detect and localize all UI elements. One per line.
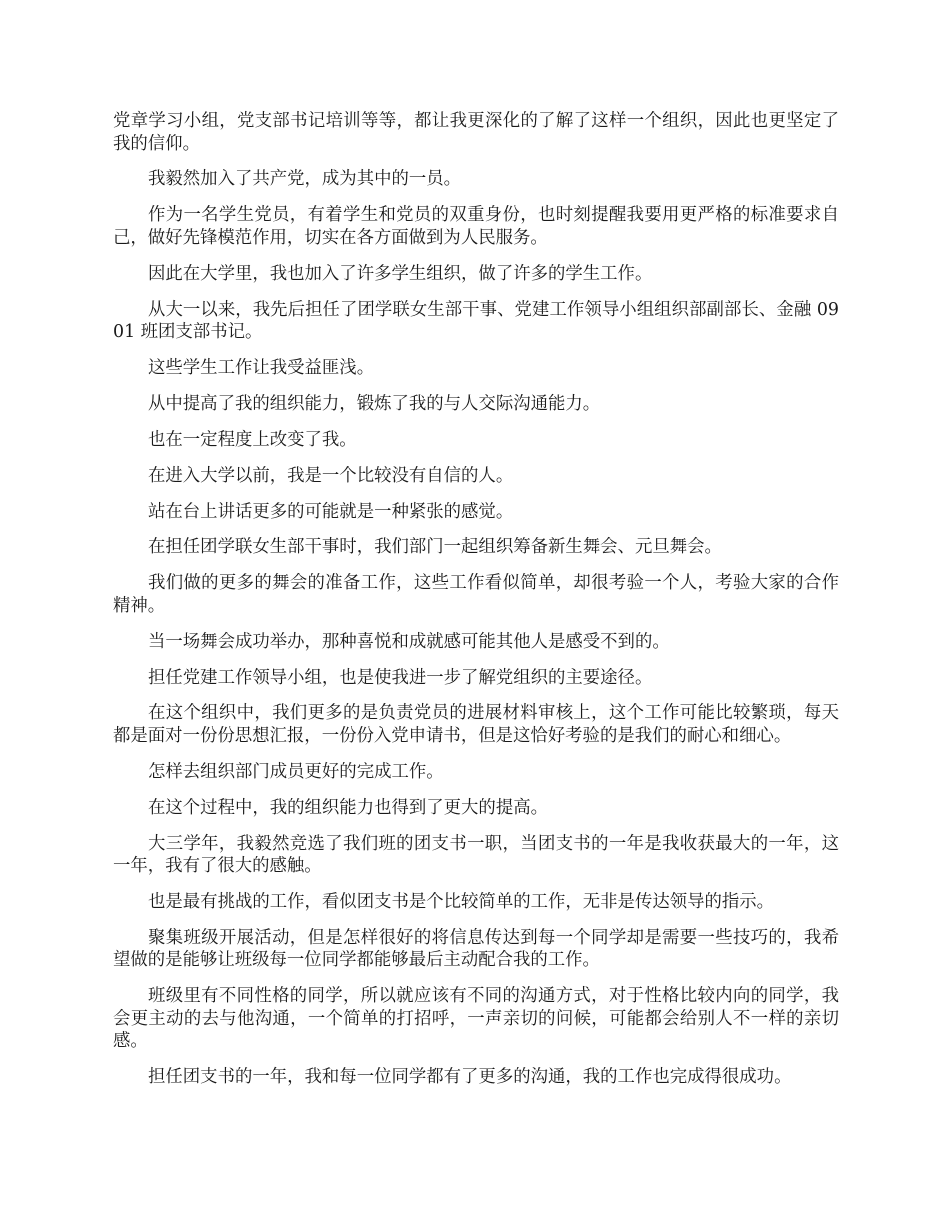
paragraph-19: 也是最有挑战的工作，看似团支书是个比较简单的工作，无非是传达领导的指示。 xyxy=(148,892,775,913)
paragraph-21: 班级里有不同性格的同学，所以就应该有不同的沟通方式，对于性格比较内向的同学，我会更主动的去与他沟通，一个简单的打招呼，一声亲切的问候，可能都会给别人不一样的亲切感。 xyxy=(113,986,839,1052)
paragraph-5: 从大一以来，我先后担任了团学联女生部干事、党建工作领导小组组织部副部长、金融 0901 班团支部书记。 xyxy=(113,299,839,343)
paragraph-4: 因此在大学里，我也加入了许多学生组织，做了许多的学生工作。 xyxy=(148,263,653,284)
paragraph-22: 担任团支书的一年，我和每一位同学都有了更多的沟通，我的工作也完成得很成功。 xyxy=(148,1067,792,1088)
paragraph-9: 在进入大学以前，我是一个比较没有自信的人。 xyxy=(148,465,514,486)
paragraph-11: 在担任团学联女生部干事时，我们部门一起组织筹备新生舞会、元旦舞会。 xyxy=(148,537,722,558)
paragraph-6: 这些学生工作让我受益匪浅。 xyxy=(148,357,375,378)
paragraph-20: 聚集班级开展活动，但是怎样很好的将信息传达到每一个同学却是需要一些技巧的，我希望做的是能够让班级每一位同学都能够最后主动配合我的工作。 xyxy=(113,927,839,971)
paragraph-13: 当一场舞会成功举办，那种喜悦和成就感可能其他人是感受不到的。 xyxy=(148,631,670,652)
paragraph-10: 站在台上讲话更多的可能就是一种紧张的感觉。 xyxy=(148,501,514,522)
paragraph-18: 大三学年，我毅然竞选了我们班的团支书一职，当团支书的一年是我收获最大的一年，这一年，我有了很大的感触。 xyxy=(113,833,839,877)
paragraph-16: 怎样去组织部门成员更好的完成工作。 xyxy=(148,761,444,782)
paragraph-7: 从中提高了我的组织能力，锻炼了我的与人交际沟通能力。 xyxy=(148,393,601,414)
paragraph-2: 我毅然加入了共产党，成为其中的一员。 xyxy=(148,169,462,190)
paragraph-8: 也在一定程度上改变了我。 xyxy=(148,429,357,450)
document-body xyxy=(113,110,839,1089)
paragraph-14: 担任党建工作领导小组，也是使我进一步了解党组织的主要途径。 xyxy=(148,667,653,688)
paragraph-3: 作为一名学生党员，有着学生和党员的双重身份，也时刻提醒我要用更严格的标准要求自己，做好先锋模范作用，切实在各方面做到为人民服务。 xyxy=(113,205,839,248)
paragraph-12: 我们做的更多的舞会的准备工作，这些工作看似简单，却很考验一个人，考验大家的合作精神。 xyxy=(113,573,839,616)
paragraph-15: 在这个组织中，我们更多的是负责党员的进展材料审核上，这个工作可能比较繁琐，每天都是面对一份份思想汇报，一份份入党申请书，但是这恰好考验的是我们的耐心和细心。 xyxy=(113,703,839,746)
paragraph-17: 在这个过程中，我的组织能力也得到了更大的提高。 xyxy=(148,797,548,818)
paragraph-1: 党章学习小组，党支部书记培训等等，都让我更深化的了解了这样一个组织，因此也更坚定了我的信仰。 xyxy=(113,111,839,154)
